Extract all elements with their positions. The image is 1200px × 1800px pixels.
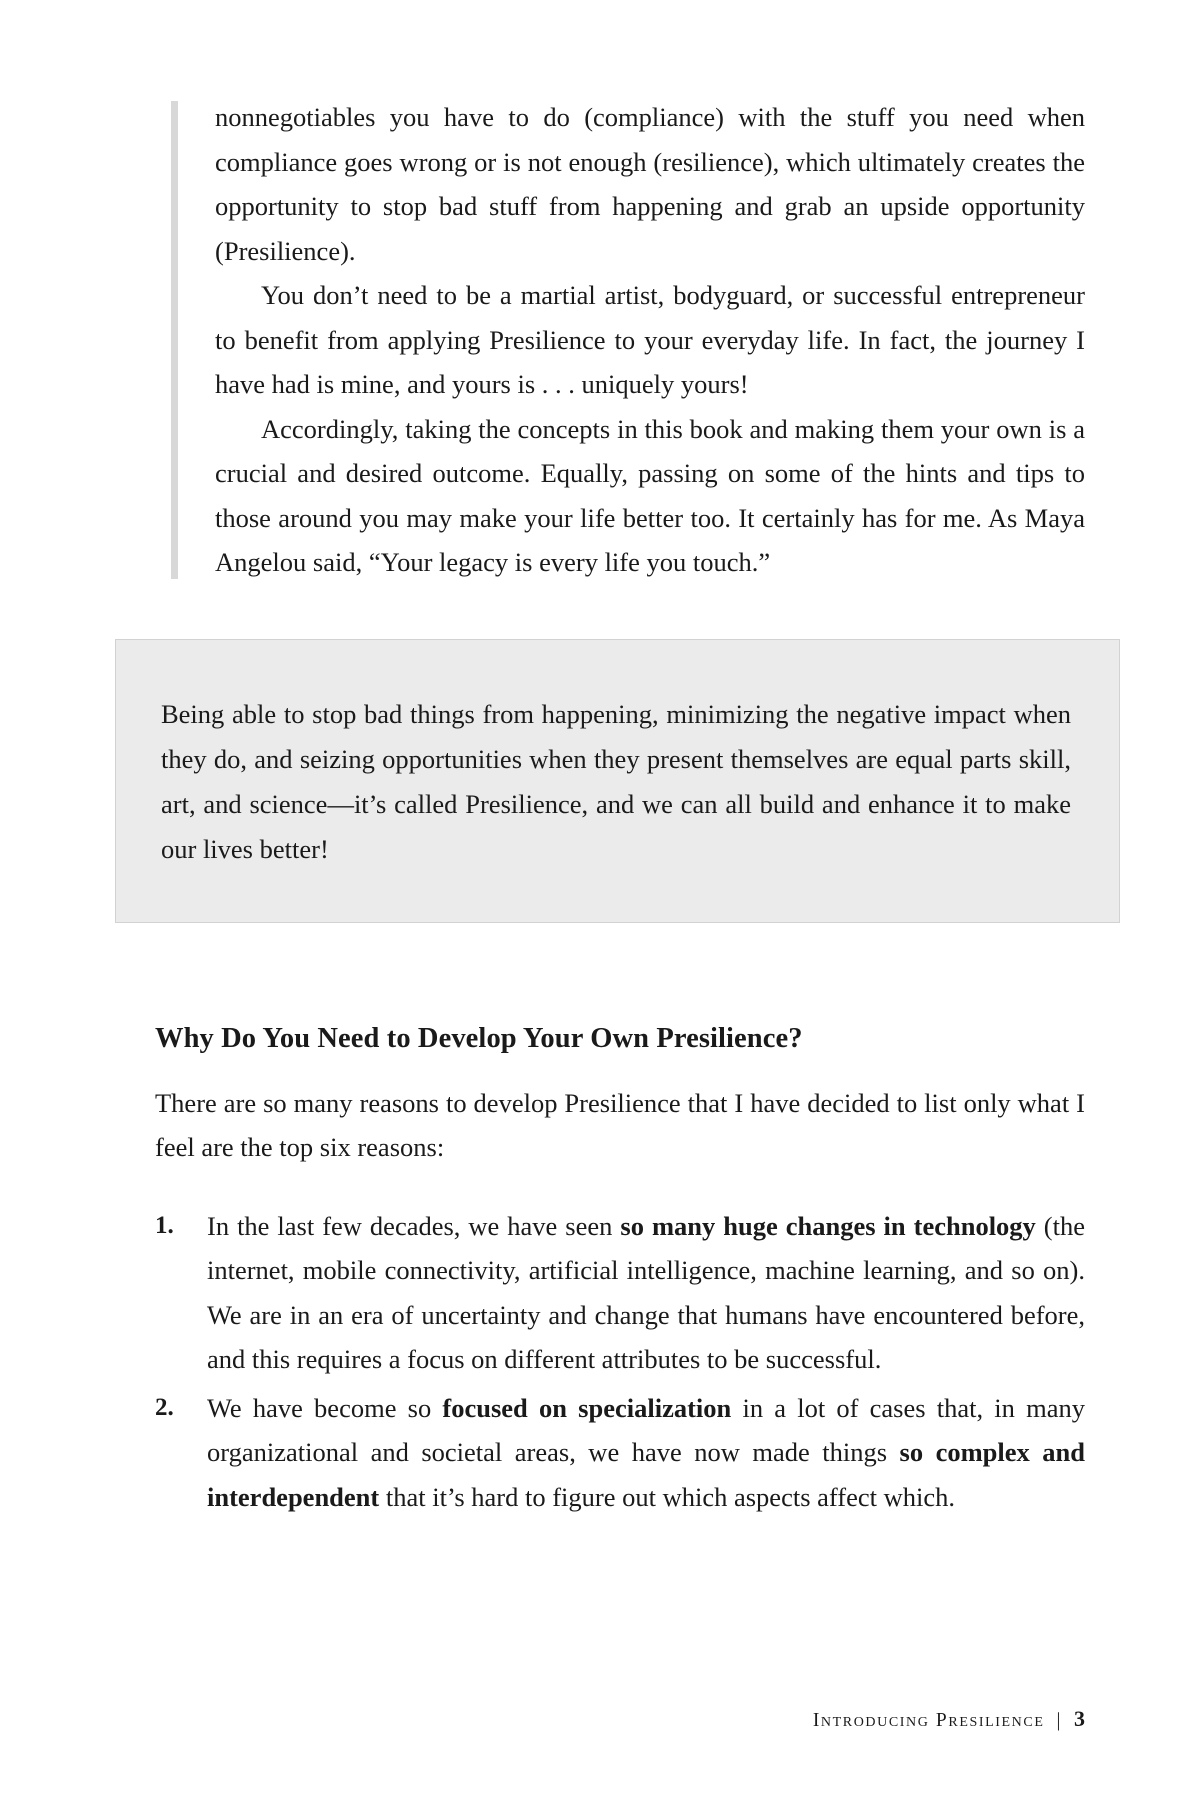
footer-separator: | [1056,1710,1062,1731]
list-item-text: We have become so focused on specialization in a lot of cases that, in many organizational and societal areas, we have now made things so complex and interdependent that it’s hard to figure out which aspects affect which. [207,1392,1085,1512]
list-item [155,1386,1085,1520]
page-footer [155,1706,1085,1732]
passage-paragraph-3: Accordingly, taking the concepts in this book and making them your own is a crucial and desired outcome. Equally, passing on some of the hints and tips to those around you may make your life better too. It certainly has for me. As Maya Angelou said, “Your legacy is every life you touch.” [215,413,1085,577]
list-item-number: 2. [155,1393,174,1421]
list-item [155,1204,1085,1382]
passage-paragraph-2: You don’t need to be a martial artist, bodyguard, or successful entrepreneur to benefit from applying Presilience to your everyday life. In fact, the journey I have had is mine, and yours is . . . uniquely yours! [215,280,1085,399]
passage-paragraph-1: nonnegotiables you have to do (compliance) with the stuff you need when compliance goes wrong or is not enough (resilience), which ultimately creates the opportunity to stop bad stuff from happening and grab an upside opportunity (Presilience). [215,102,1085,266]
running-head: Introducing Presilience [812,1710,1045,1731]
list-item-number: 1. [155,1211,174,1239]
reasons-list [155,1204,1085,1520]
page-content [155,95,1085,1523]
page-number: 3 [1074,1706,1085,1731]
list-item-text: In the last few decades, we have seen so many huge changes in technology (the internet, mobile connectivity, artificial intelligence, machine learning, and so on). We are in an era of uncertainty and change that humans have encountered before, and this requires a focus on different attributes to be successful. [207,1210,1086,1374]
callout-text: Being able to stop bad things from happening, minimizing the negative impact when they do, and seizing opportunities when they present themselves are equal parts skill, art, and science—it’s called Presilience, and we can all build and enhance it to make our lives better! [161,698,1071,864]
section-heading: Why Do You Need to Develop Your Own Presilience? [155,1022,803,1054]
continued-passage [155,95,1085,585]
section-intro-paragraph: There are so many reasons to develop Presilience that I have decided to list only what I feel are the top six reasons: [155,1087,1085,1162]
callout-box [115,639,1120,923]
